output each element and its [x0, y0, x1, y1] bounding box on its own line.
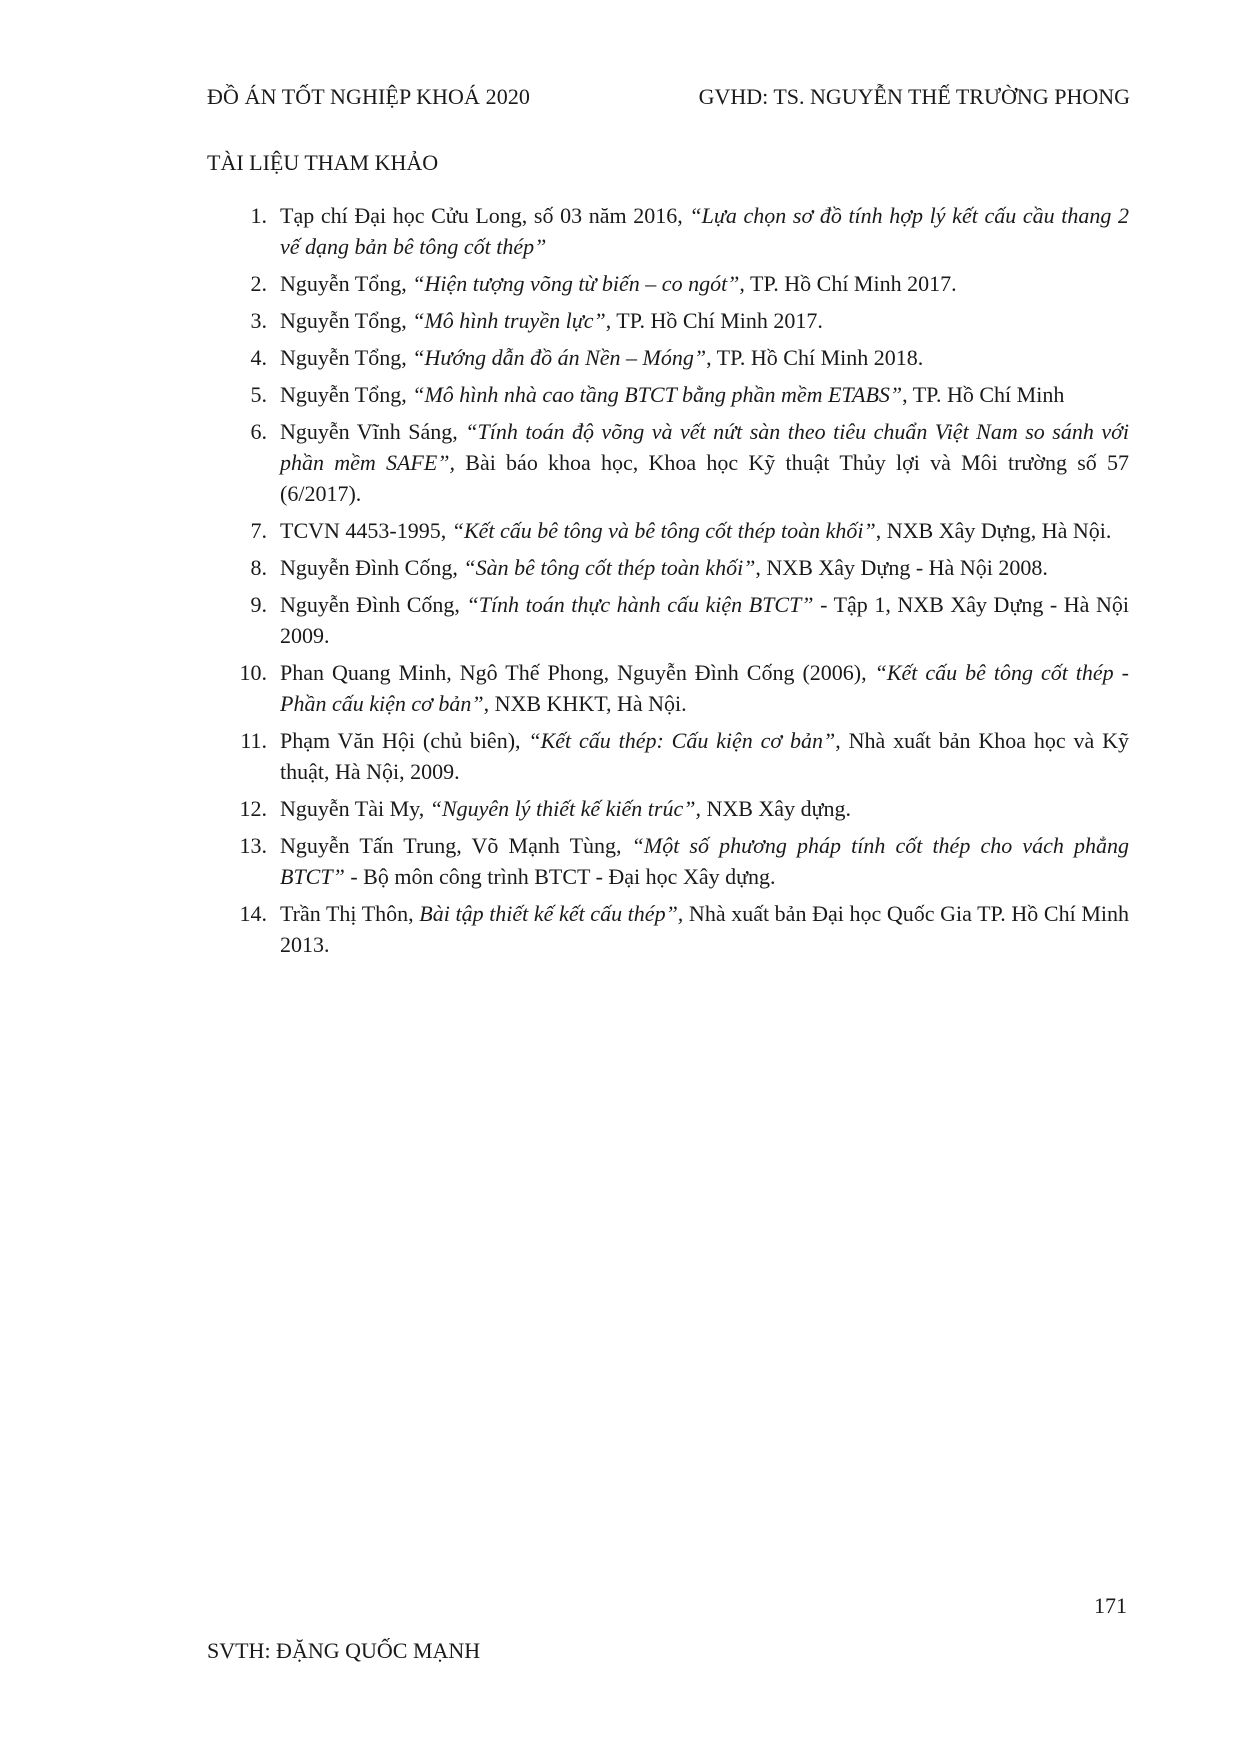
reference-number: 11. [240, 728, 267, 753]
reference-source: , TP. Hồ Chí Minh 2017. [605, 308, 823, 333]
reference-number: 7. [250, 518, 267, 543]
reference-title: “Kết cấu bê tông và bê tông cốt thép toàn khối” [451, 518, 876, 543]
reference-author: Nguyễn Tài My, [280, 796, 430, 821]
reference-item [207, 379, 1129, 410]
reference-title: “Hiện tượng võng từ biến – co ngót” [412, 271, 740, 296]
reference-title: “Mô hình nhà cao tầng BTCT bằng phần mềm ETABS” [412, 382, 903, 407]
reference-author: Phạm Văn Hội (chủ biên), [280, 728, 529, 753]
reference-number: 5. [250, 382, 267, 407]
reference-item [207, 898, 1129, 960]
reference-item [207, 830, 1129, 892]
reference-title: “Tính toán độ võng và vết nứt sàn theo tiêu chuẩn Việt Nam so sánh với phần mềm SAFE”, [280, 419, 1129, 475]
reference-item [207, 342, 1129, 373]
reference-number: 3. [250, 308, 267, 333]
reference-number: 10. [239, 660, 267, 685]
reference-list [207, 200, 1129, 966]
reference-item [207, 200, 1129, 262]
reference-author: Nguyễn Tổng, [280, 345, 413, 370]
reference-source: - Bộ môn công trình BTCT - Đại học Xây dựng. [344, 864, 776, 889]
reference-author: Tạp chí Đại học Cửu Long, số 03 năm 2016, [280, 203, 690, 228]
reference-item [207, 268, 1129, 299]
reference-author: Nguyễn Tổng, [280, 271, 413, 296]
reference-item [207, 305, 1129, 336]
reference-author: Phan Quang Minh, Ngô Thế Phong, Nguyễn Đình Cống (2006), [280, 660, 875, 685]
reference-source: , TP. Hồ Chí Minh [902, 382, 1065, 407]
reference-source: - Tập 1, NXB Xây Dựng - Hà Nội 2009. [280, 592, 1129, 648]
header-project-title: ĐỒ ÁN TỐT NGHIỆP KHOÁ 2020 [207, 84, 531, 109]
reference-number: 12. [239, 796, 267, 821]
reference-number: 14. [239, 901, 267, 926]
header-supervisor: GVHD: TS. NGUYỄN THẾ TRƯỜNG PHONG [698, 84, 1130, 109]
reference-source: , TP. Hồ Chí Minh 2017. [739, 271, 957, 296]
reference-item [207, 793, 1129, 824]
reference-source: , TP. Hồ Chí Minh 2018. [706, 345, 924, 370]
reference-source: Nhà xuất bản Đại học Quốc Gia TP. Hồ Chí Minh 2013. [280, 901, 1130, 957]
reference-title: Bài tập thiết kế kết cấu thép”, [419, 901, 684, 926]
reference-title: “Sàn bê tông cốt thép toàn khối” [463, 555, 756, 580]
reference-author: TCVN 4453-1995, [280, 518, 452, 543]
reference-source: , NXB KHKT, Hà Nội. [483, 691, 687, 716]
reference-author: Nguyễn Tổng, [280, 308, 413, 333]
reference-number: 4. [250, 345, 267, 370]
reference-item [207, 657, 1129, 719]
reference-author: Nguyễn Đình Cống, [280, 555, 464, 580]
reference-title: “Nguyên lý thiết kế kiến trúc”, [429, 796, 701, 821]
reference-number: 13. [239, 833, 267, 858]
reference-number: 6. [250, 419, 267, 444]
reference-item [207, 589, 1129, 651]
reference-item [207, 416, 1129, 509]
reference-number: 2. [250, 271, 267, 296]
reference-author: Nguyễn Tổng, [280, 382, 413, 407]
footer-student: SVTH: ĐẶNG QUỐC MẠNH [207, 1638, 481, 1663]
reference-source: , NXB Xây Dựng - Hà Nội 2008. [755, 555, 1048, 580]
reference-title: “Lựa chọn sơ đồ tính hợp lý kết cấu cầu thang 2 vế dạng bản bê tông cốt thép” [280, 203, 1129, 259]
reference-item [207, 552, 1129, 583]
reference-number: 1. [250, 203, 267, 228]
reference-item [207, 725, 1129, 787]
reference-author: Nguyễn Tấn Trung, Võ Mạnh Tùng, [280, 833, 632, 858]
reference-source: NXB Xây dựng. [700, 796, 851, 821]
reference-source: , Nhà xuất bản Khoa học và Kỹ thuật, Hà Nội, 2009. [280, 728, 1129, 784]
reference-title: “Kết cấu thép: Cấu kiện cơ bản” [528, 728, 836, 753]
reference-title: “Một số phương pháp tính cốt thép cho vách phẳng BTCT” [280, 833, 1129, 889]
reference-number: 8. [250, 555, 267, 580]
reference-title: “Mô hình truyền lực” [412, 308, 606, 333]
reference-author: Nguyễn Vĩnh Sáng, [280, 419, 466, 444]
reference-number: 9. [250, 592, 267, 617]
reference-title: “Kết cấu bê tông cốt thép - Phần cấu kiện cơ bản” [280, 660, 1129, 716]
section-title: TÀI LIỆU THAM KHẢO [207, 150, 439, 175]
reference-title: “Tính toán thực hành cấu kiện BTCT” [466, 592, 814, 617]
reference-source: , NXB Xây Dựng, Hà Nội. [875, 518, 1112, 543]
reference-item [207, 515, 1129, 546]
reference-author: Nguyễn Đình Cống, [280, 592, 467, 617]
reference-title: “Hướng dẫn đồ án Nền – Móng” [412, 345, 707, 370]
reference-author: Trần Thị Thôn, [280, 901, 420, 926]
reference-source: Bài báo khoa học, Khoa học Kỹ thuật Thủy lợi và Môi trường số 57 (6/2017). [280, 450, 1129, 506]
page-number: 171 [1094, 1593, 1127, 1618]
